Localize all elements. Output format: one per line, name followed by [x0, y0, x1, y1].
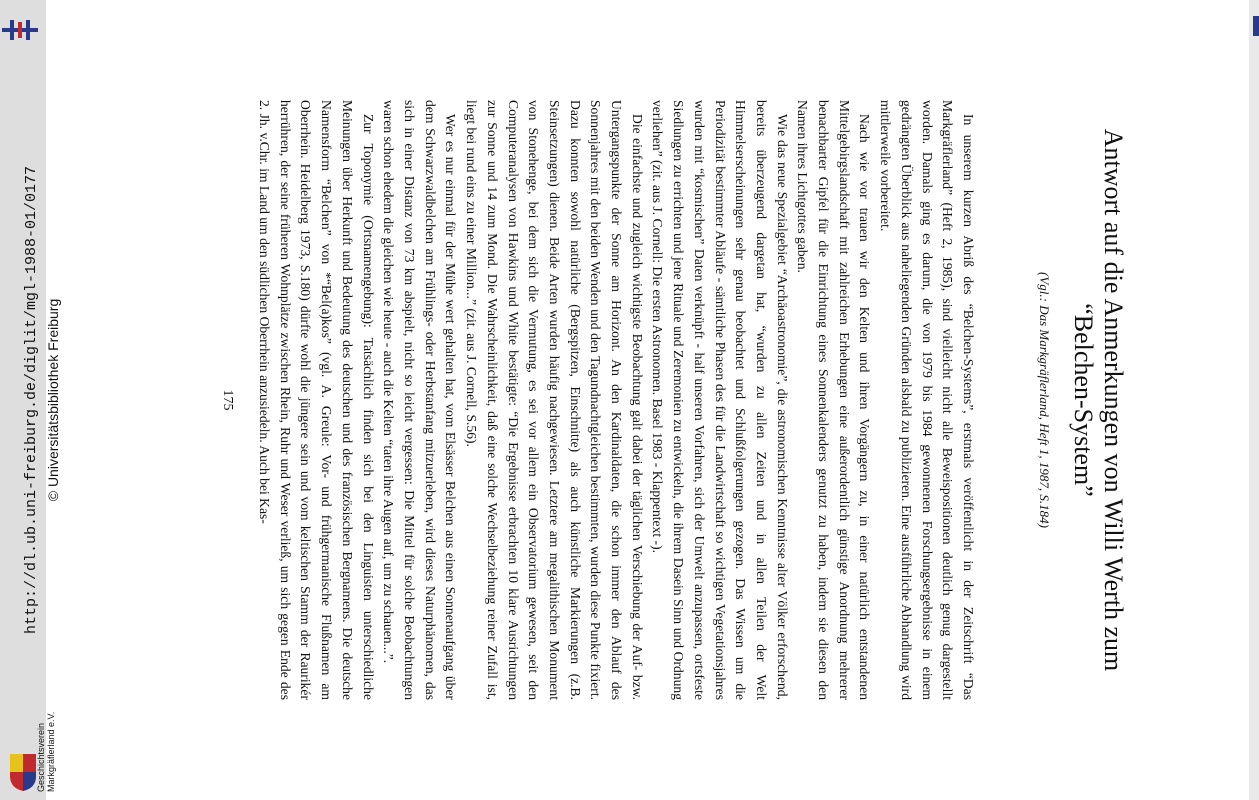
right-edge-strip	[1249, 0, 1259, 800]
footer-organization	[36, 712, 56, 792]
title-line-2: “Belchen-System”	[1069, 303, 1098, 497]
footer-url[interactable]: http://dl.ub.uni-freiburg.de/diglit/mgl-1988-01/0177	[23, 165, 40, 635]
paragraph: Wie das neue Spezialgebiet “Archäoastronomie”, die astronomischen Kenntnisse alter Völker erforschend, bereits überzeugend dargetan hat, “wurden zu allen Zeiten und in allen Teilen der Welt Himmelserscheinungen sehr genau beobachtet und Schlußfolgerungen gezogen. Das Wissen um die Periodizität bestimmter Abläufe - sämtliche Phasen des für die Landwirtschaft so wichtigen Vegetationsjahres wurden mit “kosmischen” Daten verknüpft - half unseren Vorfahren, sich der Umwelt anzupassen, ortsfeste Siedlungen zu errichten und jene Rituale und Zeremonien zu entwickeln, die ihrem Dasein Sinn und Ordnung verliehen” (zit. aus J. Cornell: Die ersten Astronomen. Basel 1983 - Klappentext -).	[650, 100, 790, 700]
page-number: 175	[220, 389, 235, 411]
title-line-1: Antwort auf die Anmerkungen von Willi Werth zum	[1099, 128, 1128, 672]
paragraph: Nach wie vor trauen wir den Kelten und ihren Vorgängern zu, in einer natürlich entstandenen Mittelgebirgslandschaft mit zahlreichen Erhebungen eine außerordentlich günstige Anordnung mehrerer benachbarter Gipfel für die Einrichtung eines Sonnenkalenders genutzt zu haben, indem sie diesen den Namen ihres Lichtgottes gaben.	[795, 100, 873, 700]
footer-org-line1: Geschichtsverein	[36, 722, 46, 792]
reference-note: (Vgl.: Das Markgräflerland, Heft 1, 1987, S.184)	[1037, 271, 1052, 528]
paragraph: Wer es nur einmal für der Mühe wert gehalten hat, vom Elsässer Belchen aus einen Sonnenaufgang über dem Schwarzwaldbelchen am Frühlings- oder Herbstanfang mitzuerleben, wird dieses Naturphänomen, das sich in einer Distanz von 73 km abspielt, nicht so leicht vergessen: Die Mittel für solche Beobachtungen waren schon ehedem die gleichen wie heute - auch die Kelten “taten ihre Augen auf, um zu schauen...”.	[381, 100, 459, 700]
paragraph: Die einfachste und zugleich wichtigste Beobachtung galt dabei der täglichen Verschiebung der Auf- bzw. Untergangspunkte der Sonne am Horizont. An den Kardinaldaten, die schon immer den Ablauf des Sonnenjahres mit den beiden Wenden und den Tagundnachtgleichen bestimmten, wurden diese Punkte fixiert. Dazu konnten sowohl natürliche (Bergspitzen, Einschnitte) als auch künstliche Markierungen (z.B. Steinsetzungen) dienen. Beide Arten wurden häufig nachgewiesen. Letztere am megalithischen Monument von Stonehenge, bei dem sich die Vermutung, es sei vor allem ein Observatorium gewesen, seit den Computeranalysen von Hawkins und White bestätigte: “Die Ergebnisse erbrachten 10 klare Ausrichtungen zur Sonne und 14 zum Mond. Die Wahrscheinlichkeit, daß eine solche Wechselbeziehung reiner Zufall ist, liegt bei rund eins zu einer Million...” (zit. aus J. Cornell, S.56).	[464, 100, 645, 700]
paragraph: Zur Toponymie (Ortsnamengebung): Tatsächlich finden sich bei den Linguisten unterschiedliche Meinungen über Herkunft und Bedeutung des deutschen und des französischen Bergnamens. Die deutsche Namensform “Belchen” von *“Bel(a)kos” (vgl. A. Greule: Vor- und frühgermanische Flußnamen am Oberrhein. Heidelberg 1973, S.180) dürfte wohl die jüngere sein und vom keltischen Stamm der Raurikér herrühren, der seine früheren Wohnplätze zwischen Rhein, Ruhr und Weser verließ, um sich gegen Ende des 2. Jh. v.Chr. im Land um den südlichen Oberrhein anzusiedeln. Auch bei Kas-	[257, 100, 376, 700]
edge-mark-icon	[1253, 16, 1259, 36]
article-body	[238, 100, 978, 700]
footer-copyright: © Universitätsbibliothek Freiburg	[45, 298, 61, 502]
paragraph: In unserem kurzen Abriß des “Belchen-Systems”, erstmals veröffentlicht in der Zeitschrift “Das Markgräflerland” (Heft 2, 1985), sind vielleicht nicht alle Beweispositionen deutlich genug dargestellt worden. Damals ging es darum, die von 1979 bis 1984 gewonnenen Forschungsergebnisse in einem gedrängten Überblick aus naheliegenden Gründen alsbald zu publizieren. Eine ausführliche Abhandlung wird mittlerweile vorbereitet.	[878, 100, 976, 700]
footer-org-line2: Markgräflerland e.V.	[46, 711, 56, 792]
page-title	[1068, 0, 1128, 800]
scanned-page	[70, 0, 1160, 800]
